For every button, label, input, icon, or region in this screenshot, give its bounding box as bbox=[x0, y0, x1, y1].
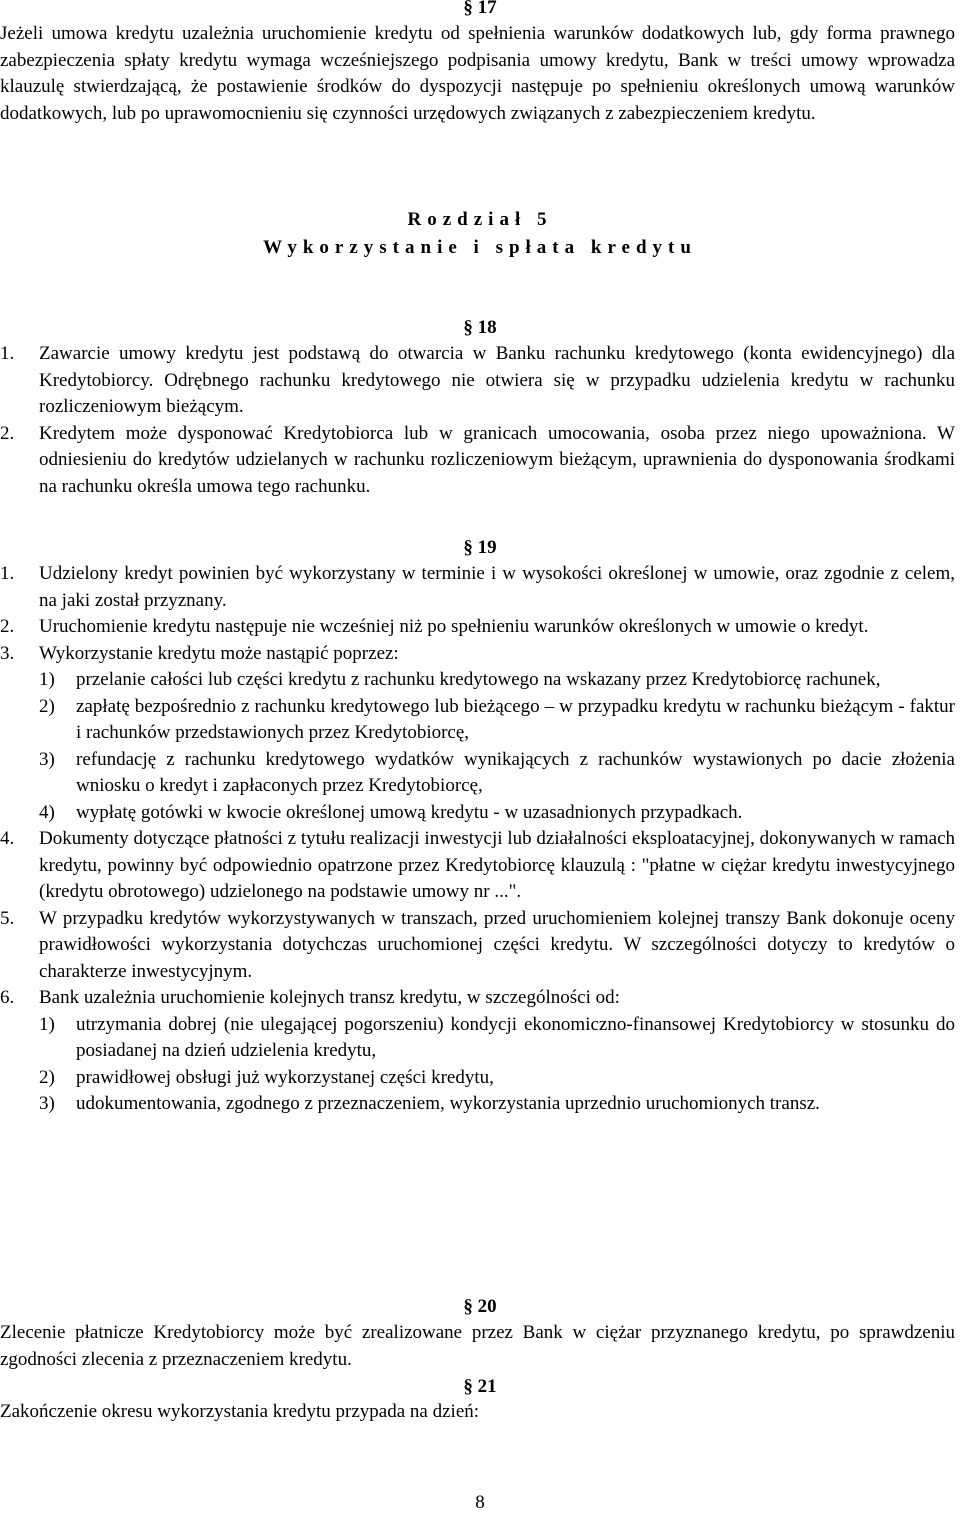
item-text: Udzielony kredyt powinien być wykorzystany w terminie i w wysokości określonej w umowie, oraz zgodnie z celem, na jaki został przyznany. bbox=[39, 563, 955, 611]
section-20-text: Zlecenie płatnicze Kredytobiorcy może być zrealizowane przez Bank w ciężar przyznanego kredytu, po sprawdzeniu zgodności zlecenia z przeznaczeniem kredytu. bbox=[0, 1322, 955, 1370]
item-number: 3) bbox=[39, 1093, 55, 1114]
item-number: 2) bbox=[39, 695, 55, 717]
section-17-heading: § 17 bbox=[463, 0, 497, 18]
chapter-subtitle-text: Wykorzystanie i spłata kredytu bbox=[263, 237, 697, 258]
item-text: W przypadku kredytów wykorzystywanych w transzach, przed uruchomieniem kolejnej transzy Bank dokonuje oceny prawidłowości wykorzystania dotychczas uruchomionej części kredytu. W szczególności dotyczy to kredytów o charakterze inwestycyjnym. bbox=[39, 907, 955, 982]
item-text: Dokumenty dotyczące płatności z tytułu realizacji inwestycji lub działalności eksploatacyjnej, dokonywanych w ramach kredytu, powinny być odpowiednio opatrzone przez Kredytobiorcę klauzulą : "płatne w ciężar kredytu inwestycyjnego (kredytu obrotowego) udzielonego na podstawie umowy nr ...". bbox=[39, 828, 955, 902]
section-18-heading: § 18 bbox=[463, 317, 497, 338]
sub-list-item bbox=[0, 800, 955, 827]
section-21-text: Zakończenie okresu wykorzystania kredytu przypada na dzień: bbox=[0, 1401, 480, 1422]
item-text: refundację z rachunku kredytowego wydatków wynikających z rachunków wystawionych po dacie złożenia wniosku o kredyt i zapłaconych przez Kredytobiorcę, bbox=[76, 748, 955, 796]
page-number: 8 bbox=[475, 1492, 485, 1513]
item-number: 4) bbox=[39, 801, 55, 823]
item-text: wypłatę gotówki w kwocie określonej umową kredytu - w uzasadnionych przypadkach. bbox=[76, 801, 743, 823]
item-number: 2. bbox=[0, 422, 15, 444]
item-text: prawidłowej obsługi już wykorzystanej części kredytu, bbox=[76, 1066, 494, 1088]
section-19-heading: § 19 bbox=[463, 537, 497, 558]
item-number: 5. bbox=[0, 907, 15, 929]
list-item bbox=[0, 421, 955, 501]
section-19-list bbox=[0, 561, 955, 1118]
section-21-heading: § 21 bbox=[463, 1376, 497, 1397]
sub-list-item bbox=[0, 667, 955, 694]
item-number: 4. bbox=[0, 828, 15, 849]
item-number: 1. bbox=[0, 343, 15, 364]
item-number: 1. bbox=[0, 563, 15, 584]
item-text: przelanie całości lub części kredytu z rachunku kredytowego na wskazany przez Kredytobiorcę rachunek, bbox=[76, 669, 881, 690]
chapter-subtitle bbox=[0, 234, 960, 262]
item-number: 1) bbox=[39, 1013, 55, 1035]
item-text: Zawarcie umowy kredytu jest podstawą do otwarcia w Banku rachunku kredytowego (konta ewidencyjnego) dla Kredytobiorcy. Odrębnego rachunku kredytowego nie otwiera się w przypadku udzielenia kredytu w rachunku rozliczeniowym bieżącym. bbox=[39, 343, 955, 417]
sub-list bbox=[0, 667, 955, 826]
item-text: Wykorzystanie kredytu może nastąpić poprzez: bbox=[39, 642, 399, 664]
chapter-title bbox=[0, 206, 960, 234]
item-text: utrzymania dobrej (nie ulegającej pogorszeniu) kondycji ekonomiczno-finansowej Kredytobiorcy w stosunku do posiadanej na dzień udzielenia kredytu, bbox=[76, 1013, 955, 1061]
item-number: 3) bbox=[39, 748, 55, 770]
list-item bbox=[0, 641, 955, 827]
item-text: zapłatę bezpośrednio z rachunku kredytowego lub bieżącego – w przypadku kredytu w rachunku bieżącym - faktur i rachunków przedstawionych przez Kredytobiorcę, bbox=[76, 695, 955, 743]
list-item bbox=[0, 826, 955, 906]
sub-list-item bbox=[0, 747, 955, 800]
list-item bbox=[0, 906, 955, 986]
chapter-title-text: Rozdział 5 bbox=[407, 209, 553, 230]
sub-list-item bbox=[0, 1012, 955, 1065]
item-number: 3. bbox=[0, 642, 15, 664]
item-number: 2) bbox=[39, 1066, 55, 1088]
section-17-text: Jeżeli umowa kredytu uzależnia uruchomienie kredytu od spełnienia warunków dodatkowych lub, gdy forma prawnego zabezpieczenia spłaty kredytu wymaga wcześniejszego podpisania umowy kredytu, Bank w treści umowy wprowadza klauzulę stwierdzającą, że postawienie środków do dyspozycji następuje po spełnieniu określonych umową warunków dodatkowych, lub po uprawomocnieniu się czynności urzędowych związanych z zabezpieczeniem kredytu. bbox=[0, 23, 955, 124]
item-number: 1) bbox=[39, 669, 55, 690]
section-18-list bbox=[0, 341, 955, 500]
sub-list-item bbox=[0, 1091, 955, 1118]
sub-list-item bbox=[0, 1065, 955, 1092]
item-number: 6. bbox=[0, 987, 15, 1008]
item-number: 2. bbox=[0, 616, 15, 637]
sub-list-item bbox=[0, 694, 955, 747]
item-text: udokumentowania, zgodnego z przeznaczeniem, wykorzystania uprzednio uruchomionych transz. bbox=[76, 1093, 820, 1114]
list-item bbox=[0, 341, 955, 421]
item-text: Uruchomienie kredytu następuje nie wcześniej niż po spełnieniu warunków określonych w umowie o kredyt. bbox=[39, 616, 869, 637]
sub-list bbox=[0, 1012, 955, 1118]
section-20-heading: § 20 bbox=[463, 1296, 497, 1317]
item-text: Bank uzależnia uruchomienie kolejnych transz kredytu, w szczególności od: bbox=[39, 987, 620, 1008]
list-item bbox=[0, 614, 955, 641]
list-item bbox=[0, 985, 955, 1118]
list-item bbox=[0, 561, 955, 614]
item-text: Kredytem może dysponować Kredytobiorca lub w granicach umocowania, osoba przez niego upoważniona. W odniesieniu do kredytów udzielanych w rachunku rozliczeniowym bieżącym, uprawnienia do dysponowania środkami na rachunku określa umowa tego rachunku. bbox=[39, 422, 955, 497]
